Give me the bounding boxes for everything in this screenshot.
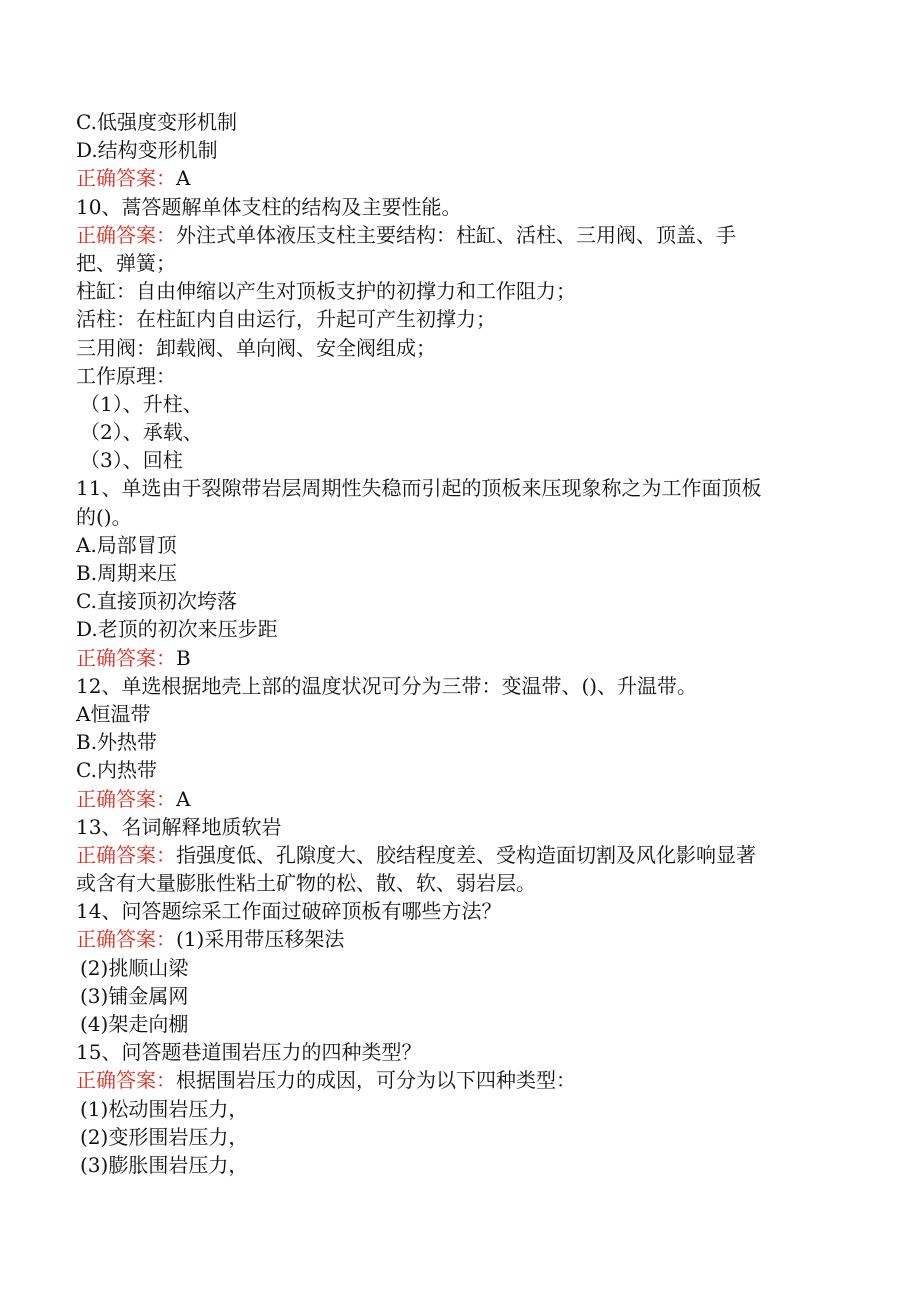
line-text: B.外热带 bbox=[76, 730, 158, 755]
answer-text: (1)采用带压移架法 bbox=[176, 927, 345, 952]
text-line bbox=[76, 362, 836, 390]
line-text: C.直接顶初次垮落 bbox=[76, 589, 237, 614]
answer-line bbox=[76, 644, 836, 672]
answer-line bbox=[76, 785, 836, 813]
line-text: 工作原理： bbox=[76, 363, 176, 388]
line-text: (3)膨胀围岩压力， bbox=[80, 1152, 249, 1177]
text-line bbox=[76, 1123, 836, 1151]
line-text: 12、单选根据地壳上部的温度状况可分为三带：变温带、()、升温带。 bbox=[76, 673, 698, 698]
text-line bbox=[76, 559, 836, 587]
answer-text: 外注式单体液压支柱主要结构：柱缸、活柱、三用阀、顶盖、手 bbox=[176, 222, 736, 247]
line-text: 11、单选由于裂隙带岩层周期性失稳而引起的顶板来压现象称之为工作面顶板 bbox=[76, 476, 762, 501]
answer-label: 正确答案： bbox=[76, 645, 176, 670]
text-line bbox=[76, 897, 836, 925]
text-line bbox=[76, 277, 836, 305]
line-text: 活柱：在柱缸内自由运行，升起可产生初撑力； bbox=[76, 307, 496, 332]
line-text: (3)铺金属网 bbox=[80, 983, 189, 1008]
line-text: （2）、承载、 bbox=[80, 420, 203, 445]
text-line bbox=[76, 672, 836, 700]
text-line bbox=[76, 728, 836, 756]
document-body bbox=[76, 108, 836, 1179]
answer-label: 正确答案： bbox=[76, 786, 176, 811]
text-line bbox=[76, 869, 836, 897]
line-text: 柱缸：自由伸缩以产生对顶板支护的初撑力和工作阻力； bbox=[76, 279, 576, 304]
text-line bbox=[76, 1010, 836, 1038]
text-line bbox=[76, 615, 836, 643]
text-line bbox=[76, 700, 836, 728]
line-text: A.局部冒顶 bbox=[76, 532, 177, 557]
text-line bbox=[76, 390, 836, 418]
line-text: A恒温带 bbox=[76, 701, 151, 726]
text-line bbox=[76, 982, 836, 1010]
answer-text: 根据围岩压力的成因，可分为以下四种类型： bbox=[176, 1068, 576, 1093]
line-text: （3）、回柱 bbox=[80, 448, 183, 473]
line-text: C.内热带 bbox=[76, 758, 157, 783]
text-line bbox=[76, 813, 836, 841]
text-line bbox=[76, 136, 836, 164]
text-line bbox=[76, 1151, 836, 1179]
line-text: 三用阀：卸载阀、单向阀、安全阀组成； bbox=[76, 335, 436, 360]
text-line bbox=[76, 474, 836, 502]
answer-label: 正确答案： bbox=[76, 1068, 176, 1093]
line-text: 的()。 bbox=[76, 504, 132, 529]
answer-label: 正确答案： bbox=[76, 222, 176, 247]
text-line bbox=[76, 1095, 836, 1123]
line-text: (1)松动围岩压力， bbox=[80, 1096, 249, 1121]
line-text: 13、名词解释地质软岩 bbox=[76, 814, 282, 839]
line-text: (2)变形围岩压力， bbox=[80, 1124, 249, 1149]
text-line bbox=[76, 587, 836, 615]
answer-text: A bbox=[176, 166, 191, 191]
text-line bbox=[76, 954, 836, 982]
line-text: (4)架走向棚 bbox=[80, 1012, 189, 1036]
line-text: （1）、升柱、 bbox=[80, 391, 203, 416]
text-line bbox=[76, 249, 836, 277]
text-line bbox=[76, 531, 836, 559]
answer-label: 正确答案： bbox=[76, 166, 176, 191]
line-text: 15、问答题巷道围岩压力的四种类型？ bbox=[76, 1040, 422, 1065]
answer-text: 指强度低、孔隙度大、胶结程度差、受构造面切割及风化影响显著 bbox=[176, 842, 756, 867]
answer-line bbox=[76, 925, 836, 953]
text-line bbox=[76, 418, 836, 446]
answer-line bbox=[76, 164, 836, 192]
text-line bbox=[76, 503, 836, 531]
line-text: 14、问答题综采工作面过破碎顶板有哪些方法？ bbox=[76, 899, 502, 924]
text-line bbox=[76, 305, 836, 333]
text-line bbox=[76, 108, 836, 136]
answer-line bbox=[76, 841, 836, 869]
text-line bbox=[76, 756, 836, 784]
text-line bbox=[76, 193, 836, 221]
line-text: (2)挑顺山梁 bbox=[80, 955, 189, 980]
text-line bbox=[76, 1038, 836, 1066]
answer-line bbox=[76, 221, 836, 249]
answer-text: B bbox=[176, 645, 191, 670]
line-text: 10、蒿答题解单体支柱的结构及主要性能。 bbox=[76, 194, 462, 219]
answer-text: A bbox=[176, 786, 191, 811]
line-text: 把、弹簧； bbox=[76, 250, 176, 275]
answer-label: 正确答案： bbox=[76, 927, 176, 952]
line-text: B.周期来压 bbox=[76, 561, 178, 585]
line-text: C.低强度变形机制 bbox=[76, 110, 237, 134]
answer-line bbox=[76, 1066, 836, 1094]
text-line bbox=[76, 334, 836, 362]
line-text: D.结构变形机制 bbox=[76, 138, 218, 163]
line-text: D.老顶的初次来压步距 bbox=[76, 617, 278, 642]
line-text: 或含有大量膨胀性粘土矿物的松、散、软、弱岩层。 bbox=[76, 871, 536, 896]
text-line bbox=[76, 446, 836, 474]
answer-label: 正确答案： bbox=[76, 842, 176, 867]
